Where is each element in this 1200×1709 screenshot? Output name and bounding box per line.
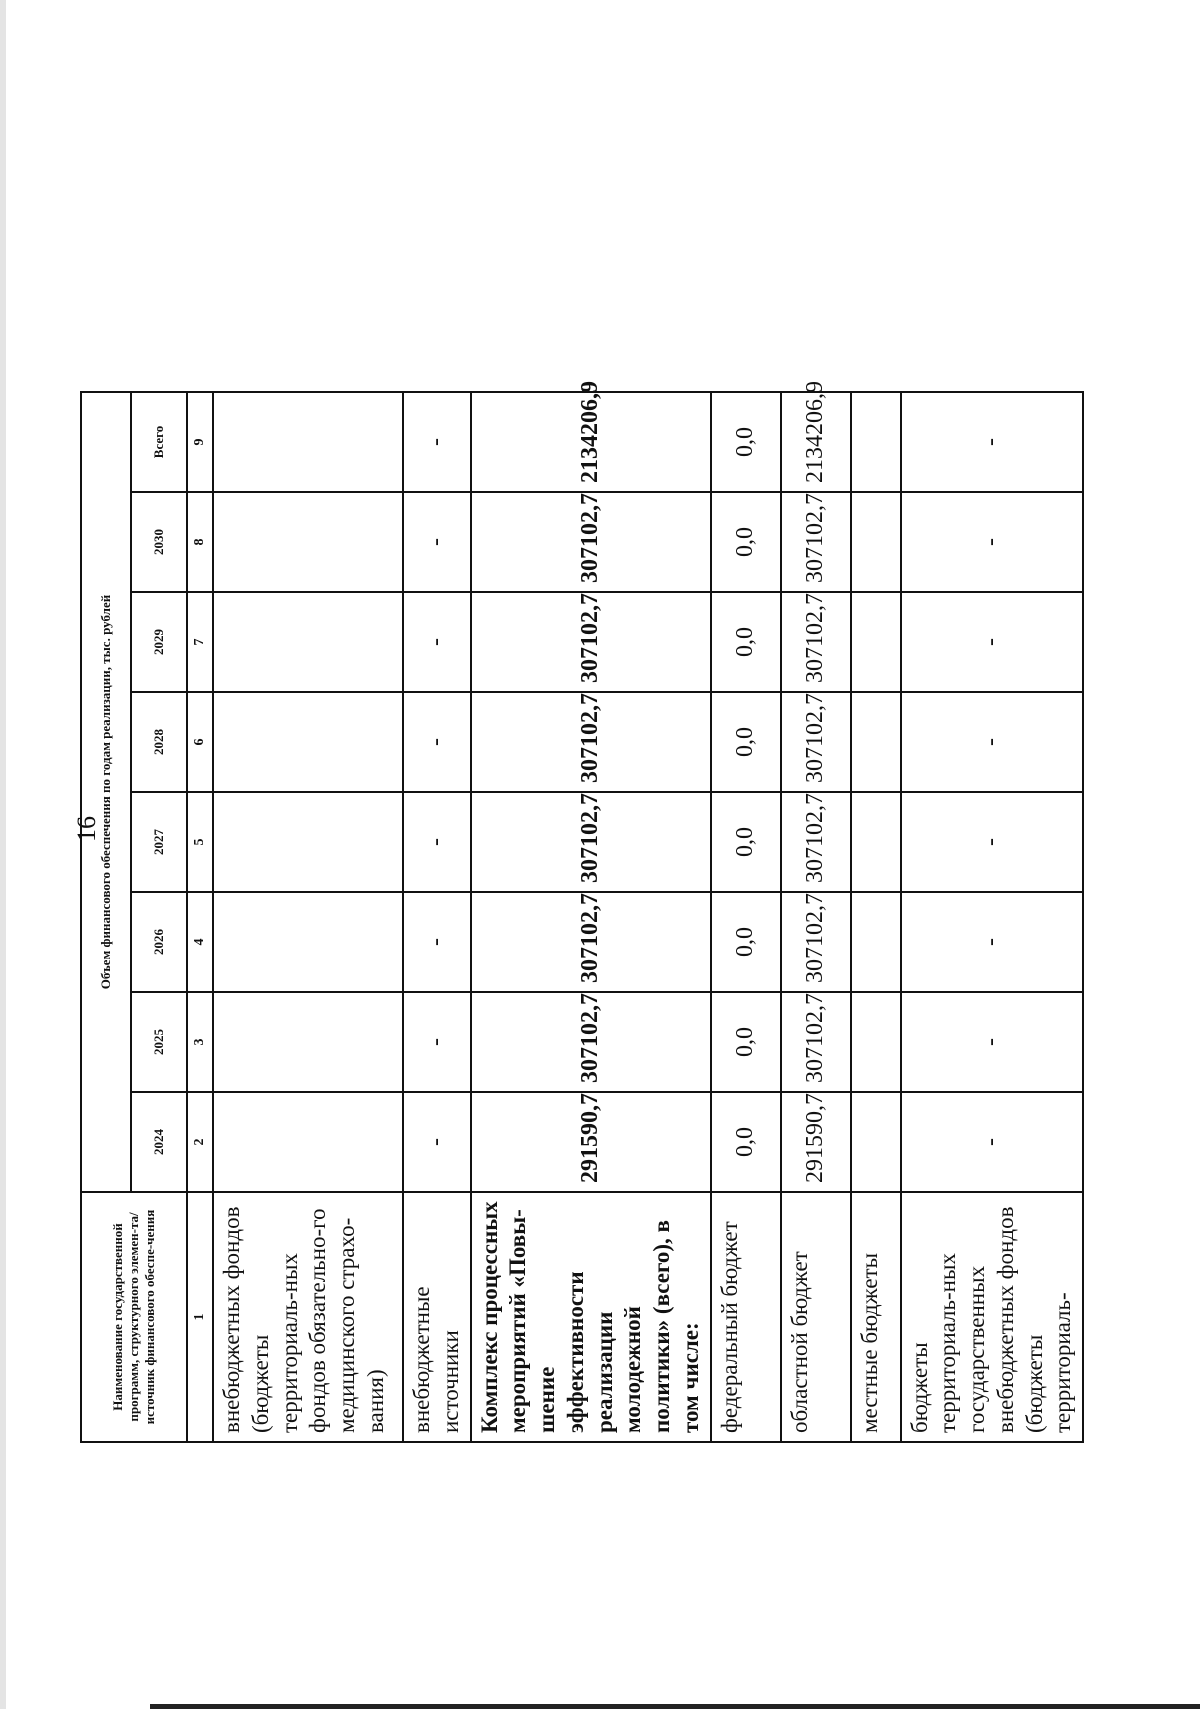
row-value: 2134206,9 — [781, 392, 851, 492]
header-name-column: Наименование государственной программ, структурного элемен-та/источник финансового обеспе-чения — [81, 1192, 187, 1442]
row-value — [213, 992, 403, 1092]
row-value: 307102,7 — [471, 492, 711, 592]
row-value: 307102,7 — [781, 792, 851, 892]
row-value — [213, 692, 403, 792]
row-value: 0,0 — [711, 992, 781, 1092]
column-number-3: 4 — [187, 892, 213, 992]
row-value: - — [901, 592, 1084, 692]
row-value — [213, 492, 403, 592]
finance-table — [80, 381, 1084, 1443]
row-label: областной бюджет — [781, 1192, 851, 1442]
scan-edge-left — [0, 0, 6, 1709]
row-value: - — [403, 692, 471, 792]
row-value — [851, 592, 901, 692]
row-value — [851, 992, 901, 1092]
row-value — [213, 792, 403, 892]
row-value — [851, 892, 901, 992]
row-value: - — [901, 792, 1084, 892]
header-year-7: Всего — [131, 392, 187, 492]
rotated-table-container — [80, 381, 1120, 1443]
row-value: - — [403, 492, 471, 592]
column-number-1: 2 — [187, 1092, 213, 1192]
row-value: - — [403, 1092, 471, 1192]
row-label: Комплекс процессных мероприятий «Повы-шение эффективности реализации молодежной политики» (всего), в том числе: — [471, 1192, 711, 1442]
column-number-0: 1 — [187, 1192, 213, 1442]
row-value — [851, 1092, 901, 1192]
row-value: - — [403, 992, 471, 1092]
row-value: 307102,7 — [781, 592, 851, 692]
table-row — [781, 392, 851, 1442]
row-label: местные бюджеты — [851, 1192, 901, 1442]
column-number-8: 9 — [187, 392, 213, 492]
table-row — [213, 392, 403, 1442]
row-value: 307102,7 — [471, 792, 711, 892]
header-year-2: 2026 — [131, 892, 187, 992]
row-label: бюджеты территориаль-ных государственных внебюджетных фондов (бюджеты территориаль- — [901, 1192, 1084, 1442]
row-value: 0,0 — [711, 492, 781, 592]
row-value — [213, 392, 403, 492]
row-value — [851, 392, 901, 492]
row-value: 307102,7 — [781, 992, 851, 1092]
row-label: внебюджетные источники — [403, 1192, 471, 1442]
header-year-0: 2024 — [131, 1092, 187, 1192]
row-value: - — [901, 692, 1084, 792]
table-row — [471, 392, 711, 1442]
row-value: - — [901, 1092, 1084, 1192]
row-value: - — [403, 892, 471, 992]
row-value: 0,0 — [711, 592, 781, 692]
row-value — [213, 892, 403, 992]
row-value: 307102,7 — [471, 892, 711, 992]
header-group: Объем финансового обеспечения по годам реализации, тыс. рублей — [81, 392, 131, 1192]
row-value: 0,0 — [711, 1092, 781, 1192]
row-label: федеральный бюджет — [711, 1192, 781, 1442]
row-value — [213, 1092, 403, 1192]
table-row — [851, 392, 901, 1442]
row-value: - — [901, 492, 1084, 592]
column-number-row — [187, 392, 213, 1442]
table-row — [403, 392, 471, 1442]
row-value: 0,0 — [711, 392, 781, 492]
scan-edge-bottom — [150, 1704, 1200, 1709]
row-value: 307102,7 — [781, 692, 851, 792]
row-value — [851, 492, 901, 592]
row-value — [851, 692, 901, 792]
row-value: 2134206,9 — [471, 392, 711, 492]
header-year-5: 2029 — [131, 592, 187, 692]
row-value: 291590,7 — [471, 1092, 711, 1192]
row-value: - — [901, 992, 1084, 1092]
row-value: 291590,7 — [781, 1092, 851, 1192]
column-number-4: 5 — [187, 792, 213, 892]
row-value: - — [901, 392, 1084, 492]
row-label: внебюджетных фондов (бюджеты территориаль-ных фондов обязательно-го медицинского страхо-вания) — [213, 1192, 403, 1442]
row-value — [851, 792, 901, 892]
row-value: 0,0 — [711, 792, 781, 892]
row-value: - — [403, 592, 471, 692]
row-value: - — [403, 792, 471, 892]
row-value — [213, 592, 403, 692]
row-value: - — [403, 392, 471, 492]
header-year-3: 2027 — [131, 792, 187, 892]
header-year-1: 2025 — [131, 992, 187, 1092]
table-row — [901, 392, 1084, 1442]
row-value: 0,0 — [711, 692, 781, 792]
column-number-6: 7 — [187, 592, 213, 692]
row-value: - — [901, 892, 1084, 992]
row-value: 0,0 — [711, 892, 781, 992]
row-value: 307102,7 — [471, 692, 711, 792]
page-number: 16 — [72, 816, 101, 842]
row-value: 307102,7 — [781, 492, 851, 592]
column-number-7: 8 — [187, 492, 213, 592]
header-year-4: 2028 — [131, 692, 187, 792]
header-year-6: 2030 — [131, 492, 187, 592]
column-number-2: 3 — [187, 992, 213, 1092]
table-row — [711, 392, 781, 1442]
row-value: 307102,7 — [781, 892, 851, 992]
row-value: 307102,7 — [471, 992, 711, 1092]
row-value: 307102,7 — [471, 592, 711, 692]
column-number-5: 6 — [187, 692, 213, 792]
